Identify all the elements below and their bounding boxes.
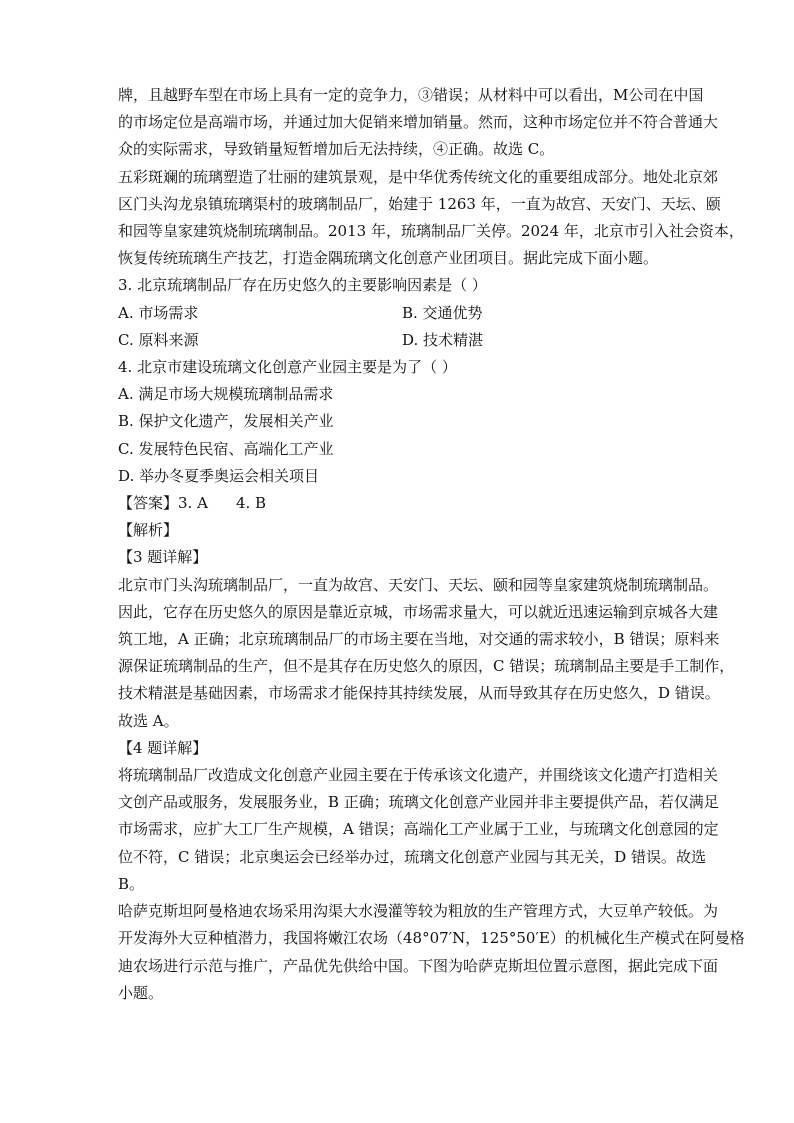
text-line: 和园等皇家建筑烧制琉璃制品。2013 年，琉璃制品厂关停。2024 年，北京市引入社会资本，: [118, 222, 744, 241]
option-a: A. 市场需求: [118, 303, 199, 322]
answer-line: [118, 490, 714, 517]
text-line: 众的实际需求，导致销量短暂增加后无法持续，④正确。故选 C。: [118, 140, 555, 159]
material-intro-soybean: [118, 898, 745, 1007]
option-b: B. 保护文化遗产，发展相关产业: [118, 412, 334, 431]
text-line: 筑工地，A 正确；北京琉璃制品厂的市场主要在当地，对交通的需求较小，B 错误；原料来: [118, 630, 720, 649]
material-intro-glaze: [118, 164, 744, 273]
text-line: 开发海外大豆种植潜力，我国将嫩江农场（48°07′N，125°50′E）的机械化生产模式在阿曼格: [118, 929, 745, 948]
detail-4: [118, 735, 719, 898]
option-c: C. 发展特色民宿、高端化工产业: [118, 439, 334, 458]
text-line: 文创产品或服务，发展服务业，B 正确；琉璃文化创意产业园并非主要提供产品，若仅满足: [118, 793, 719, 812]
text-line: 位不符，C 错误；北京奥运会已经举办过，琉璃文化创意产业园与其无关，D 错误。故选: [118, 847, 707, 866]
detail-label: 【3 题详解】: [118, 548, 208, 567]
answer-label: 【答案】: [118, 494, 179, 513]
text-line: 区门头沟龙泉镇琉璃渠村的玻璃制品厂，始建于 1263 年，一直为故宫、天安门、天坛、颐: [118, 194, 721, 213]
text-line: 的市场定位是高端市场，并通过加大促销来增加销量。然而，这种市场定位并不符合普通大: [118, 113, 719, 132]
text-line: 迪农场进行示范与推广，产品优先供给中国。下图为哈萨克斯坦位置示意图，据此完成下面: [118, 956, 719, 975]
detail-3: [118, 544, 735, 734]
text-line: 恢复传统琉璃生产技艺，打造金隅琉璃文化创意产业团项目。据此完成下面小题。: [118, 249, 659, 268]
text-line: 北京市门头沟琉璃制品厂，一直为故宫、天安门、天坛、颐和园等皇家建筑烧制琉璃制品。: [118, 575, 719, 594]
text-line: 牌，且越野车型在市场上具有一定的竞争力，③错误；从材料中可以看出，M公司在中国: [118, 86, 704, 104]
text-line: 技术精湛是基础因素，市场需求才能保持其持续发展，从而导致其存在历史悠久，D 错误。: [118, 684, 720, 703]
option-b: B. 交通优势: [402, 303, 483, 322]
text-line: 故选 A。: [118, 711, 179, 730]
detail-label: 【4 题详解】: [118, 738, 208, 757]
option-c: C. 原料来源: [118, 330, 199, 349]
option-a: A. 满足市场大规模琉璃制品需求: [118, 385, 334, 404]
text-line: 五彩斑斓的琉璃塑造了壮丽的建筑景观，是中华优秀传统文化的重要组成部分。地处北京郊: [118, 167, 719, 186]
question-stem: 4. 北京市建设琉璃文化创意产业园主要是为了（ ）: [118, 358, 457, 377]
option-d: D. 技术精湛: [402, 330, 484, 349]
option-row: [118, 327, 714, 354]
text-line: 源保证琉璃制品的生产，但不是其存在历史悠久的原因，C 错误；琉璃制品主要是手工制作，: [118, 657, 735, 676]
previous-analysis-paragraph: [118, 82, 719, 164]
text-line: 将琉璃制品厂改造成文化创意产业园主要在于传承该文化遗产，并围绕该文化遗产打造相关: [118, 766, 719, 785]
question-4: [118, 354, 714, 490]
option-row: [118, 300, 714, 327]
text-line: B。: [118, 874, 145, 893]
text-line: 哈萨克斯坦阿曼格迪农场采用沟渠大水漫灌等较为粗放的生产管理方式，大豆单产较低。为: [118, 902, 719, 921]
question-3: [118, 272, 714, 354]
text-line: 因此，它存在历史悠久的原因是靠近京城，市场需求量大，可以就近迅速运输到京城各大建: [118, 602, 719, 621]
option-d: D. 举办冬夏季奥运会相关项目: [118, 466, 320, 485]
text-line: 小题。: [118, 983, 164, 1002]
answer-4: 4. B: [235, 494, 267, 513]
answer-3: 3. A: [178, 494, 208, 513]
text-line: 市场需求，应扩大工厂生产规模，A 错误；高端化工产业属于工业，与琉璃文化创意园的定: [118, 820, 719, 839]
question-stem: 3. 北京琉璃制品厂存在历史悠久的主要影响因素是（ ）: [118, 276, 487, 295]
analysis-label: 【解析】: [118, 521, 179, 540]
